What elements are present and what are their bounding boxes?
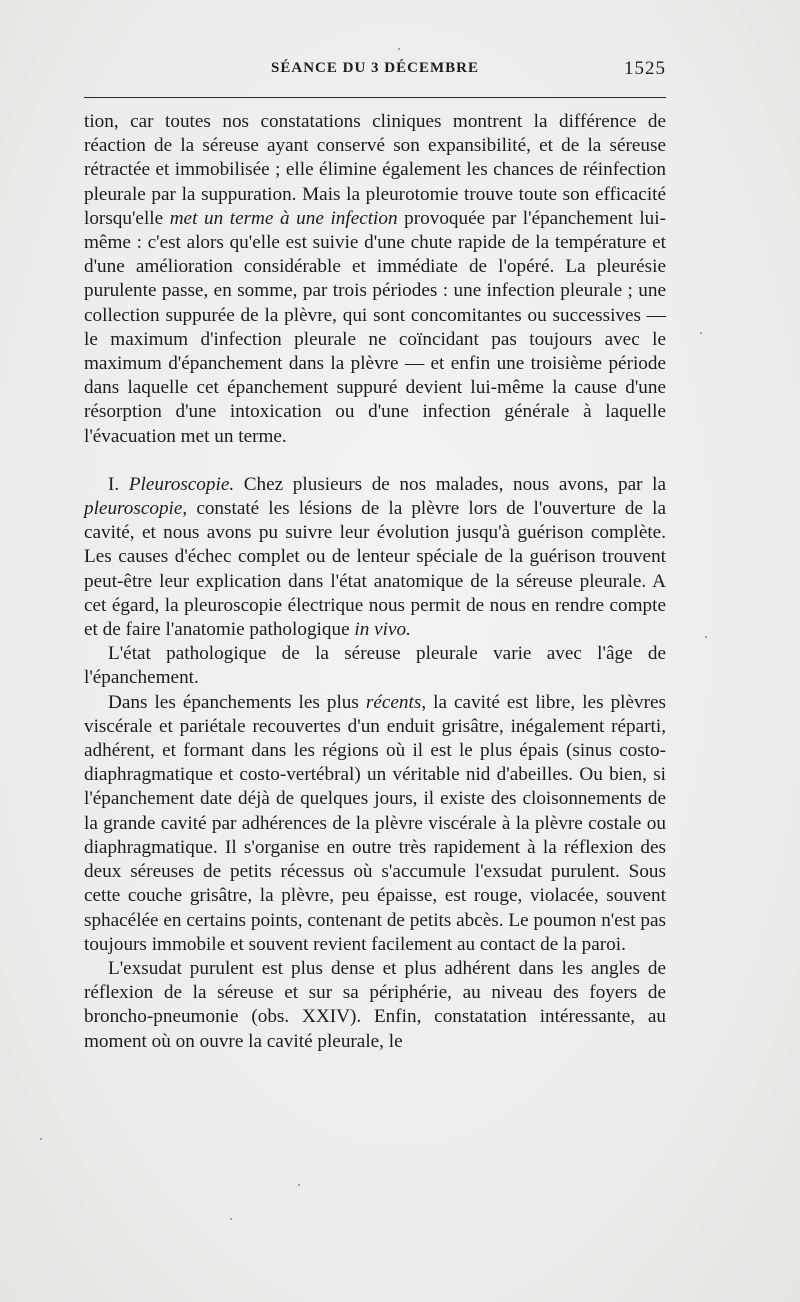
- paragraph-etat-pathologique: [84, 642, 666, 690]
- paragraph-text: Chez plusieurs de nos malades, nous avons, par la: [234, 473, 667, 495]
- page-number: 1525: [624, 58, 666, 79]
- running-head: SÉANCE DU 3 DÉCEMBRE: [271, 60, 479, 76]
- paragraph-text: L'état pathologique de la séreuse pleurale varie avec l'âge de l'épanchement.: [84, 643, 666, 689]
- paragraph-text: Dans les épanchements les plus: [108, 691, 366, 713]
- paper-speck: [40, 1138, 42, 1140]
- paper-speck: [705, 636, 707, 638]
- paragraph-text: , la cavité est libre, les plèvres viscérale et pariétale recouvertes d'un enduit grisâtre, inégalement réparti, adhérent, et formant dans les régions où il est le plus épais (sinus costo-diaphragmatique et costo-vertébral) un véritable nid d'abeilles. Ou bien, si l'épanchement date déjà de quelques jours, il existe des cloisonnements de la grande cavité par adhérences de la plèvre viscérale à la plèvre costale ou diaphragmatique. Il s'organise en outre très rapidement à la réflexion des deux séreuses de petits récessus où s'accumule l'exsudat purulent. Sous cette couche grisâtre, la plèvre, peu épaisse, est rouge, violacée, souvent sphacélée en certains points, contenant de petits abcès. Le poumon n'est pas toujours immobile et souvent revient facilement au contact de la paroi.: [84, 691, 666, 955]
- header-rule: [84, 97, 666, 98]
- paragraph-exsudat: [84, 957, 666, 1054]
- section-heading: Pleuroscopie.: [128, 473, 235, 495]
- italic-term: récents: [365, 691, 422, 713]
- section-number: I.: [108, 473, 129, 495]
- italic-phrase: met un terme à une infection: [169, 207, 398, 229]
- paragraph-text: provoquée par l'épanchement lui-même : c'est alors qu'elle est suivie d'une chute rapide de la température et d'une amélioration considérable et immédiate de l'opéré. La pleurésie purulente passe, en somme, par trois périodes : une infection pleurale ; une collection suppurée de la plèvre, qui sont concomitantes ou successives — le maximum d'infection pleurale ne coïncidant pas toujours avec le maximum d'épanchement dans la plèvre — et enfin une troisième période dans laquelle cet épanchement suppuré devient lui-même la cause d'une résorption d'une intoxication ou d'une infection générale à laquelle l'évacuation met un terme.: [84, 207, 666, 447]
- paper-speck: [298, 1184, 300, 1186]
- body-text: [84, 110, 666, 1054]
- paragraph-text: L'exsudat purulent est plus dense et plus adhérent dans les angles de réflexion de la séreuse et sur sa périphérie, au niveau des foyers de broncho-pneumonie (obs. XXIV). Enfin, constatation intéressante, au moment où on ouvre la cavité pleurale, le: [84, 957, 666, 1052]
- paragraph-epanchements-recents: [84, 691, 666, 957]
- paper-speck: [398, 48, 400, 50]
- paragraph-pleuroscopie: [84, 473, 666, 642]
- paragraph-text: tion, car toutes nos constatations cliniques montrent la différence de réaction de la séreuse ayant conservé son expansibilité, et de la séreuse rétractée et immobilisée ; elle élimine également les chances de réinfection pleurale par la suppuration. Mais la pleurotomie trouve toute son efficacité lorsqu'elle: [84, 111, 666, 229]
- paragraph-continuation: [84, 110, 666, 449]
- italic-term: pleuroscopie: [84, 498, 183, 520]
- paragraph-text: , constaté les lésions de la plèvre lors de l'ouverture de la cavité, et nous avons pu suivre leur évolution jusqu'à guérison complète. Les causes d'échec complet ou de lenteur spéciale de la guérison trouvent peut-être leur explication dans l'état anatomique de la séreuse pleurale. A cet égard, la pleuroscopie électrique nous permit de nous en rendre compte et de faire l'anatomie pathologique: [84, 498, 666, 641]
- paper-speck: [700, 332, 702, 334]
- italic-term: in vivo.: [354, 619, 411, 641]
- page-header: [84, 58, 666, 86]
- paper-speck: [230, 1218, 232, 1220]
